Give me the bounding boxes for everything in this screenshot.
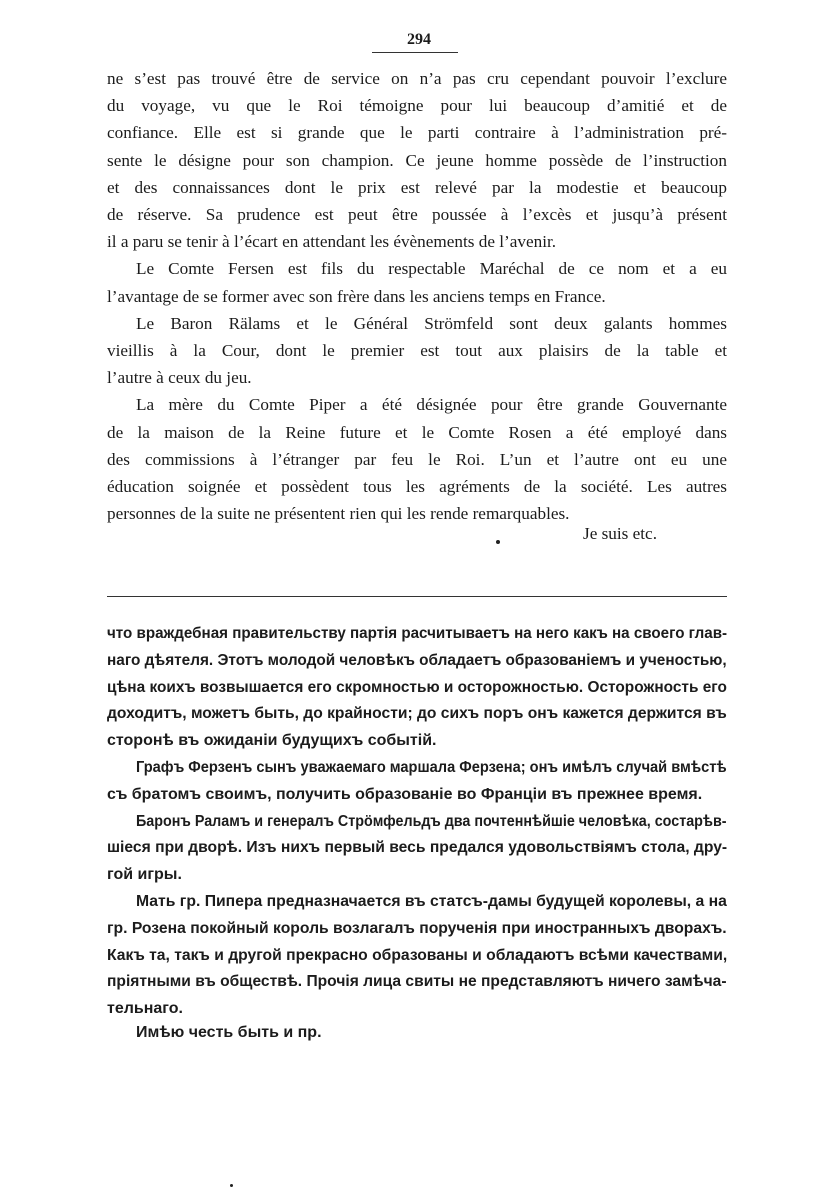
text-line bbox=[107, 473, 727, 500]
paragraph bbox=[107, 310, 727, 392]
text-line-content: l’avantage de se former avec son frère dans les anciens temps en France. bbox=[107, 286, 606, 306]
text-line bbox=[107, 337, 727, 364]
text-line-content: ne s’est pas trouvé être de service on n’a pas cru cependant pouvoir l’exclure bbox=[107, 69, 727, 88]
page-number: 294 bbox=[407, 31, 431, 48]
text-line-content: пріятными въ обществѣ. Прочія лица свиты не представляютъ ничего замѣча- bbox=[107, 973, 727, 991]
text-line-content: éducation soignée et possèdent tous les agréments de la société. Les autres bbox=[107, 477, 727, 497]
paragraph bbox=[107, 65, 727, 255]
russian-text bbox=[107, 621, 727, 1023]
russian-closing: Имѣю честь быть и пр. bbox=[136, 1024, 322, 1041]
text-line bbox=[107, 446, 727, 473]
section-divider bbox=[107, 596, 727, 597]
text-line bbox=[107, 943, 727, 970]
text-line bbox=[107, 255, 727, 282]
text-line-content: что враждебная правительству партія расчитываетъ на него какъ на своего глав- bbox=[107, 625, 728, 642]
text-line-content: гой игры. bbox=[107, 866, 182, 884]
text-line-content: il a paru se tenir à l’écart en attendant les évènements de l’avenir. bbox=[107, 232, 557, 252]
text-line bbox=[107, 969, 727, 996]
text-line-content: сторонѣ въ ожиданіи будущихъ событій. bbox=[107, 732, 437, 750]
text-line bbox=[107, 728, 727, 755]
text-line-content: Какъ та, такъ и другой прекрасно образованы и обладаютъ всѣми качествами, bbox=[107, 946, 728, 964]
text-line bbox=[107, 782, 727, 809]
text-line bbox=[107, 648, 727, 675]
text-line-content: Графъ Ферзенъ сынъ уважаемаго маршала Ферзена; онъ имѣлъ случай вмѣстѣ bbox=[136, 758, 727, 776]
text-line bbox=[107, 310, 727, 337]
paragraph bbox=[107, 255, 727, 309]
text-line-content: цѣна коихъ возвышается его скромностью и осторожностью. Осторожность его bbox=[107, 678, 727, 696]
text-line-content: доходитъ, можетъ быть, до крайности; до сихъ поръ онъ кажется держится въ bbox=[107, 705, 727, 723]
text-line-content: l’autre à ceux du jeu. bbox=[107, 368, 252, 388]
text-line-content: personnes de la suite ne présentent rien qui les rende remarquables. bbox=[107, 504, 570, 524]
text-line-content: Le Baron Rälams et le Général Strömfeld sont deux galants hommes bbox=[136, 313, 727, 333]
text-line-content: съ братомъ своимъ, получить образованіе во Франціи въ прежнее время. bbox=[107, 785, 703, 803]
text-line-content: Мать гр. Пипера предназначается въ статсъ-дамы будущей королевы, а на bbox=[136, 892, 727, 910]
paragraph bbox=[107, 889, 727, 1023]
text-line bbox=[107, 862, 727, 889]
text-line-content: vieillis à la Cour, dont le premier est tout aux plaisirs de la table et bbox=[107, 341, 727, 361]
text-line-content: de la maison de la Reine future et le Comte Rosen a été employé dans bbox=[107, 422, 727, 442]
text-line bbox=[107, 92, 727, 119]
french-closing: Je suis etc. bbox=[583, 524, 657, 543]
text-line-content: шіеся при дворѣ. Изъ нихъ первый весь предался удовольствіямъ стола, дру- bbox=[107, 839, 728, 857]
text-line bbox=[107, 391, 727, 418]
text-line bbox=[107, 283, 727, 310]
text-line-content: confiance. Elle est si grande que le parti contraire à l’administration pré- bbox=[107, 123, 727, 143]
print-speck bbox=[496, 540, 500, 544]
page-number-underline bbox=[372, 52, 458, 53]
text-line bbox=[107, 755, 727, 782]
text-line-content: гр. Розена покойный король возлагалъ порученія при иностранныхъ дворахъ. bbox=[107, 919, 727, 937]
text-line bbox=[107, 916, 727, 943]
text-line-content: du voyage, vu que le Roi témoigne pour lui beaucoup d’amitié et de bbox=[107, 96, 727, 116]
text-line-content: тельнаго. bbox=[107, 1000, 183, 1018]
text-line bbox=[107, 419, 727, 446]
text-line bbox=[107, 809, 727, 836]
text-line bbox=[107, 996, 727, 1023]
text-line bbox=[107, 701, 727, 728]
paragraph bbox=[107, 621, 727, 755]
text-line-content: Баронъ Раламъ и генералъ Стрӧмфельдъ два почтеннѣйшіе человѣка, состарѣв- bbox=[136, 812, 727, 830]
text-line-content: La mère du Comte Piper a été désignée pour être grande Gouvernante bbox=[136, 395, 727, 415]
paragraph bbox=[107, 809, 727, 889]
text-line-content: des commissions à l’étranger par feu le Roi. L’un et l’autre ont eu une bbox=[107, 449, 727, 469]
text-line bbox=[107, 174, 727, 201]
text-line bbox=[107, 364, 727, 391]
text-line bbox=[107, 65, 727, 92]
paragraph bbox=[107, 755, 727, 809]
text-line bbox=[107, 621, 727, 648]
text-line-content: наго дѣятеля. Этотъ молодой человѣкъ обладаетъ образованіемъ и ученостью, bbox=[107, 651, 727, 669]
print-speck bbox=[230, 1184, 233, 1187]
text-line bbox=[107, 201, 727, 228]
text-line bbox=[107, 675, 727, 702]
text-line-content: Le Comte Fersen est fils du respectable Maréchal de ce nom et a eu bbox=[136, 259, 727, 279]
text-line bbox=[107, 889, 727, 916]
text-line bbox=[107, 147, 727, 174]
french-text bbox=[107, 65, 727, 527]
text-line-content: sente le désigne pour son champion. Ce jeune homme possède de l’instruction bbox=[107, 150, 727, 170]
text-line bbox=[107, 835, 727, 862]
text-line bbox=[107, 119, 727, 146]
text-line-content: de réserve. Sa prudence est peut être poussée à l’excès et jusqu’à présent bbox=[107, 205, 727, 225]
paragraph bbox=[107, 391, 727, 527]
text-line-content: et des connaissances dont le prix est relevé par la modestie et beaucoup bbox=[107, 177, 727, 197]
text-line bbox=[107, 228, 727, 255]
